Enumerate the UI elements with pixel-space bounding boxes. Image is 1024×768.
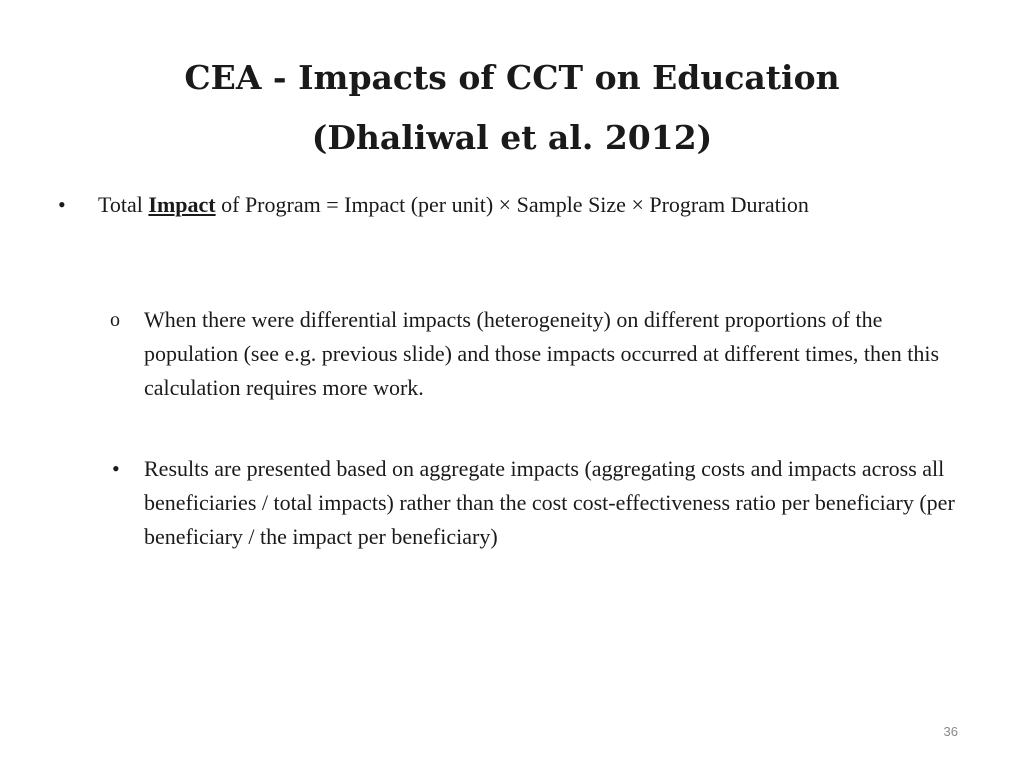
title-line-1: CEA - Impacts of CCT on Education <box>184 58 840 97</box>
sub-bullet-text: Results are presented based on aggregate impacts (aggregating costs and impacts across all beneficiaries / total impacts) rather than the cost cost-effectiveness ratio per beneficiary (per beneficiary / the impact per beneficiary) <box>144 456 955 549</box>
sub-bullet-marker: o <box>110 309 120 331</box>
slide-title <box>80 48 944 168</box>
sub-bullet-heterogeneity <box>110 303 956 405</box>
bullet-prefix: Total <box>98 192 149 217</box>
bullet-suffix: of Program = Impact (per unit) × Sample Size × Program Duration <box>215 192 809 217</box>
impact-emphasis: Impact <box>148 192 216 217</box>
sub-bullet-text: When there were differential impacts (heterogeneity) on different proportions of the population (see e.g. previous slide) and those impacts occurred at different times, then this calculation requires more work. <box>144 307 940 400</box>
bullet-text <box>98 188 928 222</box>
sub-bullet-aggregate-results <box>112 452 956 554</box>
bullet-total-impact <box>58 188 928 222</box>
bullet-marker: • <box>58 192 66 217</box>
title-line-2: (Dhaliwal et al. 2012) <box>311 118 713 157</box>
slide-number: 36 <box>943 724 958 739</box>
sub-bullet-marker: • <box>112 456 120 481</box>
